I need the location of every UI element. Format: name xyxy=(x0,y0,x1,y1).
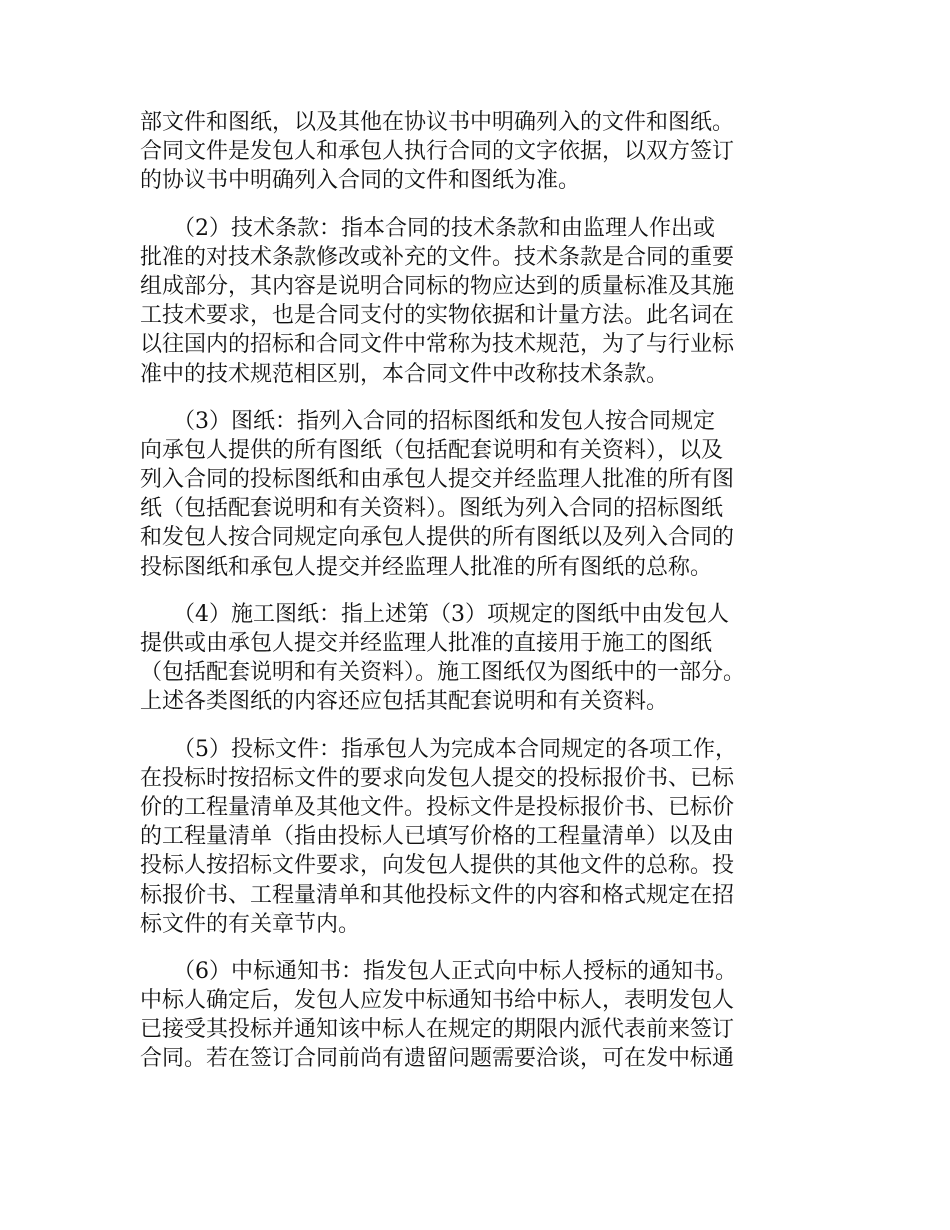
text-line: 上述各类图纸的内容还应包括其配套说明和有关资料。 xyxy=(140,689,669,715)
text-line: 部文件和图纸，以及其他在协议书中明确列入的文件和图纸。 xyxy=(140,110,735,135)
text-line: 标文件的有关章节内。 xyxy=(140,911,361,937)
text-line: 列入合同的投标图纸和由承包人提交并经监理人批准的所有图 xyxy=(140,467,735,493)
paragraph-contract-documents xyxy=(140,108,830,196)
paragraph-construction-drawings xyxy=(140,600,830,717)
text-line: （包括配套说明和有关资料）。施工图纸仅为图纸中的一部分。 xyxy=(140,660,746,686)
text-line: （5）投标文件：指承包人为完成本合同规定的各项工作， xyxy=(140,736,737,762)
text-line: 已接受其投标并通知该中标人在规定的期限内派代表前来签订 xyxy=(140,1017,735,1043)
text-line: 和发包人按合同规定向承包人提供的所有图纸以及列入合同的 xyxy=(140,525,735,551)
text-line: 合同。若在签订合同前尚有遗留问题需要洽谈，可在发中标通 xyxy=(140,1046,735,1072)
text-line: 投标人按招标文件要求，向发包人提供的其他文件的总称。投 xyxy=(140,853,735,879)
paragraph-technical-terms xyxy=(140,214,830,389)
text-line: 提供或由承包人提交并经监理人批准的直接用于施工的图纸 xyxy=(140,631,713,656)
text-line: 的工程量清单（指由投标人已填写价格的工程量清单）以及由 xyxy=(140,824,735,850)
paragraph-award-notice xyxy=(140,957,830,1074)
text-line: 准中的技术规范相区别，本合同文件中改称技术条款。 xyxy=(140,361,669,387)
text-line: （4）施工图纸：指上述第（3）项规定的图纸中由发包人 xyxy=(140,601,729,627)
text-line: （3）图纸：指列入合同的招标图纸和发包人按合同规定 xyxy=(140,408,715,434)
text-line: 在投标时按招标文件的要求向发包人提交的投标报价书、已标 xyxy=(140,765,735,791)
text-line: 向承包人提供的所有图纸（包括配套说明和有关资料），以及 xyxy=(140,437,724,463)
text-line: 批准的对技术条款修改或补充的文件。技术条款是合同的重要 xyxy=(140,244,735,270)
paragraph-spacer xyxy=(140,196,830,214)
paragraph-drawings xyxy=(140,407,830,582)
document-page xyxy=(140,108,830,1074)
paragraph-spacer xyxy=(140,389,830,407)
paragraph-spacer xyxy=(140,717,830,735)
text-line: 中标人确定后，发包人应发中标通知书给中标人，表明发包人 xyxy=(140,988,735,1014)
text-line: 合同文件是发包人和承包人执行合同的文字依据，以双方签订 xyxy=(140,139,735,165)
text-line: 标报价书、工程量清单和其他投标文件的内容和格式规定在招 xyxy=(140,882,735,908)
text-line: 的协议书中明确列入合同的文件和图纸为准。 xyxy=(140,168,581,194)
paragraph-bid-documents xyxy=(140,735,830,939)
text-line: （2）技术条款：指本合同的技术条款和由监理人作出或 xyxy=(140,215,715,241)
text-line: 以往国内的招标和合同文件中常称为技术规范，为了与行业标 xyxy=(140,332,735,358)
text-line: 价的工程量清单及其他文件。投标文件是投标报价书、已标价 xyxy=(140,794,735,820)
paragraph-spacer xyxy=(140,582,830,600)
text-line: 工技术要求，也是合同支付的实物依据和计量方法。此名词在 xyxy=(140,303,735,329)
text-line: 纸（包括配套说明和有关资料）。图纸为列入合同的招标图纸 xyxy=(140,496,724,522)
paragraph-spacer xyxy=(140,939,830,957)
text-line: 组成部分，其内容是说明合同标的物应达到的质量标准及其施 xyxy=(140,273,735,299)
text-line: 投标图纸和承包人提交并经监理人批准的所有图纸的总称。 xyxy=(140,554,713,580)
text-line: （6）中标通知书：指发包人正式向中标人授标的通知书。 xyxy=(140,958,737,984)
